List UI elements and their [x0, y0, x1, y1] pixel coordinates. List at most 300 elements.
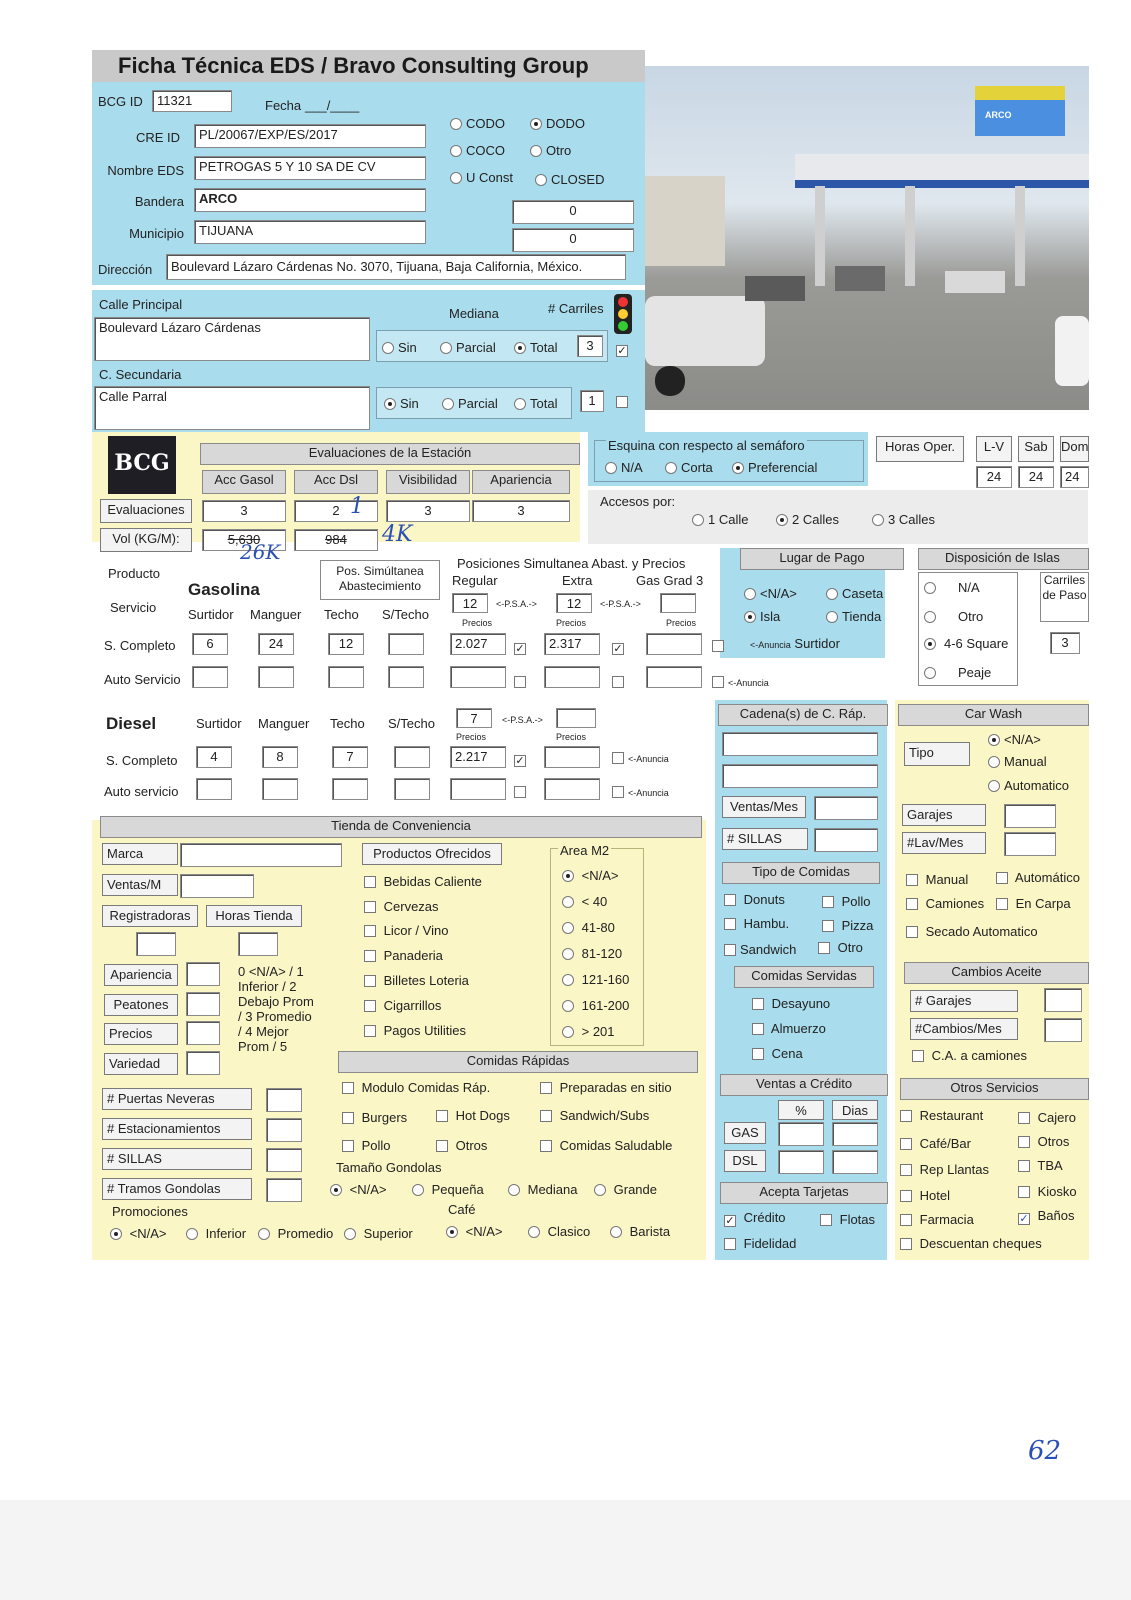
gas-as-stecho[interactable] — [388, 666, 424, 688]
esquina-corta-radio[interactable] — [665, 460, 713, 475]
area-opt-1: < 40 — [581, 894, 608, 909]
comida-pollo-check[interactable] — [822, 894, 871, 909]
pos-extra[interactable]: 12 — [556, 593, 592, 613]
gas-as-price-grade3[interactable] — [646, 666, 702, 688]
esquina-preferencial-radio[interactable] — [732, 460, 817, 475]
secundaria-total-label: Total — [530, 396, 558, 411]
serv-kiosko-check[interactable] — [1018, 1184, 1077, 1199]
dsl-pos-2[interactable] — [556, 708, 596, 728]
cafe-na-radio[interactable] — [446, 1224, 502, 1239]
pago-na-label: <N/A> — [760, 586, 797, 601]
nombre-field[interactable]: PETROGAS 5 Y 10 SA DE CV — [194, 156, 426, 180]
gas-as-extra-checkbox[interactable] — [612, 674, 628, 689]
cambios-mes-field[interactable] — [1044, 1018, 1082, 1042]
gas-sc-techo[interactable]: 12 — [328, 633, 364, 655]
bcg-id-field[interactable]: 11321 — [152, 90, 232, 112]
checkbox-square — [364, 876, 376, 888]
carwash-lav-field[interactable] — [1004, 832, 1056, 856]
eval-acc-dsl[interactable]: 2 — [294, 500, 378, 522]
dsl-precios-1: Precios — [456, 732, 487, 742]
vol-dsl[interactable]: 984 — [294, 529, 378, 551]
col-acc-dsl: Acc Dsl — [294, 470, 378, 494]
rating-variedad-field[interactable] — [186, 1051, 220, 1075]
gondola-pequena-radio[interactable] — [412, 1182, 484, 1197]
legend-line: Inferior / 2 — [238, 979, 297, 994]
gondola-grande-radio[interactable] — [594, 1182, 657, 1197]
pago-isla-radio[interactable] — [744, 609, 780, 624]
pago-caseta-radio[interactable] — [826, 586, 883, 601]
carwash-auto-radio[interactable] — [988, 778, 1069, 793]
dsl-col-techo: Techo — [330, 716, 365, 731]
secundaria-checkbox[interactable] — [616, 394, 632, 409]
dsl-as-stecho[interactable] — [394, 778, 430, 800]
promo-superior-radio[interactable] — [344, 1226, 413, 1241]
station-photo-illustration — [645, 66, 1089, 410]
serv-llantas-check[interactable] — [900, 1162, 989, 1177]
checkbox-square — [540, 1140, 552, 1152]
islas-peaje-label: Peaje — [958, 665, 992, 680]
checkbox-square — [364, 975, 376, 987]
esquina-corta-label: Corta — [681, 460, 713, 475]
type-coco-radio[interactable] — [450, 143, 505, 158]
serv-banos-check[interactable] — [1018, 1208, 1075, 1225]
cr-saludable-check[interactable] — [540, 1138, 672, 1153]
carwash-na-label: <N/A> — [1004, 732, 1041, 747]
precios-1: Precios — [462, 618, 493, 628]
area-80-radio[interactable] — [562, 920, 615, 935]
handwritten-correction: 1 — [350, 494, 364, 519]
producto-label: Producto — [108, 566, 161, 581]
checkbox-square — [724, 1238, 736, 1250]
principal-sin-label: Sin — [398, 340, 417, 355]
dsl-as-2-checkbox[interactable] — [612, 784, 669, 799]
serv-opt-5: TBA — [1037, 1158, 1063, 1173]
credito-dsl-label: DSL — [724, 1150, 766, 1172]
carwash-manual-radio[interactable] — [988, 754, 1047, 769]
area-opt-5: 161-200 — [581, 998, 630, 1013]
radio-circle — [442, 398, 454, 410]
checkbox-square — [540, 1082, 552, 1094]
checkbox-square — [436, 1110, 448, 1122]
islas-square-radio[interactable] — [924, 636, 1008, 651]
carwash-carpa-check[interactable] — [996, 896, 1071, 911]
municipio-field[interactable]: TIJUANA — [194, 220, 426, 244]
area-na-radio[interactable] — [562, 868, 618, 883]
productos-label: Productos Ofrecidos — [362, 843, 502, 865]
dsl-as-price-2[interactable] — [544, 778, 600, 800]
cr-preparadas-check[interactable] — [540, 1080, 672, 1095]
radio-circle — [514, 342, 526, 354]
horas-dom-header: Dom — [1060, 436, 1089, 462]
ventas-m-field[interactable] — [180, 874, 254, 898]
eval-acc-gasol[interactable]: 3 — [202, 500, 286, 522]
checkbox-square — [724, 918, 736, 930]
rating-precios-field[interactable] — [186, 1021, 220, 1045]
type-closed-radio[interactable] — [535, 172, 604, 187]
gas-as-price-regular[interactable] — [450, 666, 506, 688]
serv-otros-check[interactable] — [1018, 1134, 1069, 1149]
accesos-1-radio[interactable] — [692, 512, 748, 527]
cambios-garajes-field[interactable] — [1044, 988, 1082, 1012]
carwash-garajes-field[interactable] — [1004, 804, 1056, 828]
horas-tienda-field[interactable] — [238, 932, 278, 956]
calle-principal-label: Calle Principal — [99, 297, 183, 312]
calle-secundaria-label: C. Secundaria — [99, 367, 182, 382]
count-sillas-field[interactable] — [266, 1148, 302, 1172]
serv-opt-9: Baños — [1037, 1208, 1075, 1223]
credito-gas-dias[interactable] — [832, 1122, 878, 1146]
servida-almuerzo-check[interactable] — [752, 1021, 826, 1036]
carwash-secado-check[interactable] — [906, 924, 1038, 939]
gondola-mediana-radio[interactable] — [508, 1182, 578, 1197]
tarjeta-credito-check[interactable] — [724, 1210, 786, 1227]
cr-burgers-check[interactable] — [342, 1110, 407, 1125]
dsl-as-price[interactable] — [450, 778, 506, 800]
type-dodo-label: DODO — [546, 116, 585, 131]
cadena-sillas-field[interactable] — [814, 828, 878, 852]
credito-dsl-dias[interactable] — [832, 1150, 878, 1174]
area-160-radio[interactable] — [562, 972, 629, 987]
secundaria-parcial-radio[interactable] — [442, 396, 498, 411]
checkbox-square — [822, 920, 834, 932]
promo-na-radio[interactable] — [110, 1226, 166, 1241]
mediana-label: Mediana — [449, 306, 499, 321]
dsl-sc-techo[interactable]: 7 — [332, 746, 368, 768]
promo-opt-3: Superior — [363, 1226, 413, 1241]
secundaria-sin-label: Sin — [400, 396, 419, 411]
carriles-label: # Carriles — [548, 301, 604, 316]
registradoras-label: Registradoras — [102, 905, 198, 927]
principal-carriles-field[interactable]: 3 — [577, 335, 603, 357]
esquina-label: Esquina con respecto al semáforo — [608, 438, 805, 453]
islas-otro-radio[interactable] — [924, 609, 983, 624]
producto-licor-check[interactable] — [364, 923, 448, 938]
eval-visibilidad[interactable]: 3 — [386, 500, 470, 522]
dsl-price-2[interactable] — [544, 746, 600, 768]
carwash-tipo-label: Tipo — [904, 742, 970, 766]
ca-camiones-check[interactable] — [912, 1048, 1027, 1063]
tarjeta-flotas-check[interactable] — [820, 1212, 875, 1227]
gas-as-surtidor[interactable] — [192, 666, 228, 688]
comida-otro-check[interactable] — [818, 940, 863, 955]
serv-opt-3: Otros — [1037, 1134, 1070, 1149]
gas-price-grade3[interactable] — [646, 633, 702, 655]
radio-circle — [330, 1184, 342, 1196]
carwash-na-radio[interactable] — [988, 732, 1041, 747]
serv-cajero-check[interactable] — [1018, 1110, 1076, 1125]
vol-row-label: Vol (KG/M): — [100, 528, 192, 552]
checkbox-square — [1018, 1160, 1030, 1172]
islas-na-radio[interactable] — [924, 580, 980, 595]
handwritten-vol-dsl: 4K — [382, 522, 413, 547]
eval-apariencia[interactable]: 3 — [472, 500, 570, 522]
servida-desayuno-check[interactable] — [752, 996, 830, 1011]
rating-peatones-field[interactable] — [186, 992, 220, 1016]
rating-legend — [238, 964, 314, 1054]
gas-extra-checkbox[interactable] — [612, 638, 628, 655]
horas-lv-field[interactable]: 24 — [976, 466, 1012, 488]
carwash-camiones-check[interactable] — [906, 896, 984, 911]
carwash-automatico-check[interactable] — [996, 870, 1080, 885]
radio-circle — [446, 1226, 458, 1238]
area-120-radio[interactable] — [562, 946, 622, 961]
radio-circle — [562, 948, 574, 960]
credito-pct-header: % — [778, 1100, 824, 1120]
cr-modulo-check[interactable] — [342, 1080, 490, 1095]
producto-loteria-check[interactable] — [364, 973, 469, 988]
gas-col-techo: Techo — [324, 607, 359, 622]
checkbox-square — [900, 1138, 912, 1150]
carwash-auto-label: Automatico — [1004, 778, 1070, 793]
radio-circle — [744, 611, 756, 623]
producto-bebidas-check[interactable] — [364, 874, 482, 889]
principal-parcial-label: Parcial — [456, 340, 496, 355]
credito-gas-pct[interactable] — [778, 1122, 824, 1146]
evaluaciones-header: Evaluaciones de la Estación — [200, 443, 580, 465]
dsl-as-techo[interactable] — [332, 778, 368, 800]
gas-price-regular[interactable]: 2.027 — [450, 633, 506, 655]
vol-gasol[interactable]: 5,630 — [202, 529, 286, 551]
tarjeta-opt-1: Flotas — [839, 1212, 876, 1227]
gas-grade3-checkbox[interactable] — [712, 638, 728, 653]
fecha-value: ___/____ — [305, 98, 360, 113]
cambios-aceite-header: Cambios Aceite — [904, 962, 1089, 984]
cadena-field-2[interactable] — [722, 764, 878, 788]
secundaria-carriles-field[interactable]: 1 — [580, 390, 604, 412]
serv-hotel-check[interactable] — [900, 1188, 950, 1203]
scan-bottom-margin — [0, 1500, 1131, 1600]
psa-2: <-P.S.A.-> — [600, 599, 641, 609]
esquina-na-radio[interactable] — [605, 460, 643, 475]
serv-cheques-check[interactable] — [900, 1236, 1042, 1251]
calle-principal-field[interactable]: Boulevard Lázaro Cárdenas — [94, 317, 370, 361]
cafe-barista-radio[interactable] — [610, 1224, 670, 1239]
calle-secundaria-field[interactable]: Calle Parral — [94, 386, 370, 430]
numeric-field-2[interactable]: 0 — [512, 228, 634, 252]
count-puertas-field[interactable] — [266, 1088, 302, 1112]
checkbox-square — [540, 1110, 552, 1122]
gas-sc-surtidor[interactable]: 6 — [192, 633, 228, 655]
type-dodo-radio[interactable] — [530, 116, 585, 131]
producto-utilities-check[interactable] — [364, 1023, 466, 1038]
promo-promedio-radio[interactable] — [258, 1226, 333, 1241]
municipio-label: Municipio — [129, 226, 184, 241]
tienda-header: Tienda de Conveniencia — [100, 816, 702, 838]
tarjetas-header: Acepta Tarjetas — [720, 1182, 888, 1204]
type-uconst-radio[interactable] — [450, 170, 513, 185]
serv-tba-check[interactable] — [1018, 1158, 1063, 1173]
cr-otros-check[interactable] — [436, 1138, 487, 1153]
cambios-mes-label: #Cambios/Mes — [910, 1018, 1018, 1040]
islas-peaje-radio[interactable] — [924, 665, 991, 680]
bandera-field[interactable]: ARCO — [194, 188, 426, 212]
cafe-clasico-radio[interactable] — [528, 1224, 590, 1239]
promo-opt-2: Promedio — [277, 1226, 334, 1241]
horas-dom-field[interactable]: 24 — [1060, 466, 1089, 488]
dsl-as-manguer[interactable] — [262, 778, 298, 800]
radio-circle — [412, 1184, 424, 1196]
gas-as-regular-checkbox[interactable] — [514, 674, 530, 689]
radio-circle — [605, 462, 617, 474]
cr-opt-7: Comidas Saludable — [559, 1138, 673, 1153]
radio-circle — [610, 1226, 622, 1238]
serv-farmacia-check[interactable] — [900, 1212, 974, 1227]
type-closed-label: CLOSED — [551, 172, 605, 187]
type-codo-radio[interactable] — [450, 116, 505, 131]
dsl-as-surtidor[interactable] — [196, 778, 232, 800]
legend-line: / 4 Mejor — [238, 1024, 289, 1039]
checkmark-icon: ✓ — [617, 345, 627, 357]
rating-peatones-label: Peatones — [104, 994, 178, 1016]
principal-total-radio[interactable] — [514, 340, 557, 355]
cambios-garajes-label: # Garajes — [910, 990, 1018, 1012]
cr-sandwich-check[interactable] — [540, 1108, 649, 1123]
form-title: Ficha Técnica EDS / Bravo Consulting Group — [92, 50, 645, 82]
dsl-sc-stecho[interactable] — [394, 746, 430, 768]
dsl-price[interactable]: 2.217 — [450, 746, 506, 768]
radio-circle — [988, 734, 1000, 746]
rating-apariencia-field[interactable] — [186, 962, 220, 986]
radio-circle — [530, 118, 542, 130]
cr-pollo-check[interactable] — [342, 1138, 391, 1153]
accesos-3-radio[interactable] — [872, 512, 935, 527]
promo-inferior-radio[interactable] — [186, 1226, 246, 1241]
credito-dsl-pct[interactable] — [778, 1150, 824, 1174]
legend-line: Prom / 5 — [238, 1039, 288, 1054]
count-estacionamientos-label: # Estacionamientos — [102, 1118, 252, 1140]
diesel-title: Diesel — [106, 714, 157, 733]
radio-circle — [382, 342, 394, 354]
radio-circle — [988, 780, 1000, 792]
gas-regular-checkbox[interactable] — [514, 638, 530, 655]
gondola-na-radio[interactable] — [330, 1182, 386, 1197]
comida-hambu-check[interactable] — [724, 916, 789, 931]
radio-circle — [826, 588, 838, 600]
area-opt-0: <N/A> — [581, 868, 619, 883]
radio-circle — [508, 1184, 520, 1196]
cw-check-secado: Secado Automatico — [925, 924, 1038, 939]
pos-grade3[interactable] — [660, 593, 696, 613]
pago-surtidor-radio[interactable] — [750, 636, 840, 651]
secundaria-total-radio[interactable] — [514, 396, 557, 411]
producto-label-5: Cigarrillos — [383, 998, 442, 1013]
checkbox-square — [752, 998, 764, 1010]
gas-price-extra[interactable]: 2.317 — [544, 633, 600, 655]
checkbox-square — [612, 676, 624, 688]
dsl-anuncia-2: <-Anuncia — [628, 788, 669, 798]
area-201-radio[interactable] — [562, 1024, 615, 1039]
principal-total-label: Total — [530, 340, 558, 355]
carwash-lav-label: #Lav/Mes — [902, 832, 986, 854]
radio-circle — [594, 1184, 606, 1196]
servida-cena-check[interactable] — [752, 1046, 803, 1061]
servida-opt-2: Cena — [771, 1046, 803, 1061]
horas-sab-field[interactable]: 24 — [1018, 466, 1054, 488]
horas-sab-header: Sab — [1018, 436, 1054, 462]
comida-donuts-check[interactable] — [724, 892, 785, 907]
carwash-manual-check[interactable] — [906, 872, 968, 887]
radio-circle — [440, 342, 452, 354]
cadena-ventas-field[interactable] — [814, 796, 878, 820]
carriles-paso-field[interactable]: 3 — [1050, 632, 1080, 654]
tarjeta-fidelidad-check[interactable] — [724, 1236, 796, 1251]
area-opt-3: 81-120 — [581, 946, 623, 961]
producto-cigarrillos-check[interactable] — [364, 998, 441, 1013]
dsl-col-stecho: S/Techo — [388, 716, 435, 731]
registradoras-field[interactable] — [136, 932, 176, 956]
type-otro-radio[interactable] — [530, 143, 571, 158]
dsl-as-checkbox[interactable] — [514, 784, 530, 799]
fecha-label: Fecha — [265, 98, 302, 113]
comida-opt-5: Otro — [837, 940, 863, 955]
dsl-sc-manguer[interactable]: 8 — [262, 746, 298, 768]
gas-sc-stecho[interactable] — [388, 633, 424, 655]
pago-tienda-radio[interactable] — [826, 609, 881, 624]
comida-sandwich-check[interactable] — [724, 942, 796, 957]
secundaria-sin-radio[interactable] — [384, 396, 419, 411]
principal-checkbox[interactable] — [616, 340, 632, 357]
count-estacionamientos-field[interactable] — [266, 1118, 302, 1142]
comida-pizza-check[interactable] — [822, 918, 873, 933]
gas-sc-manguer[interactable]: 24 — [258, 633, 294, 655]
dsl-pos[interactable]: 7 — [456, 708, 492, 728]
checkbox-square — [724, 894, 736, 906]
serv-restaurant-check[interactable] — [900, 1108, 983, 1123]
gas-as-price-extra[interactable] — [544, 666, 600, 688]
radio-circle — [924, 667, 936, 679]
pos-regular[interactable]: 12 — [452, 593, 488, 613]
cw-check-automatico: Automático — [1014, 870, 1080, 885]
marca-label: Marca — [102, 843, 178, 865]
cre-id-field[interactable]: PL/20067/EXP/ES/2017 — [194, 124, 426, 148]
pago-tienda-label: Tienda — [842, 609, 882, 624]
principal-parcial-radio[interactable] — [440, 340, 496, 355]
checkbox-square — [822, 896, 834, 908]
dsl-sc-surtidor[interactable]: 4 — [196, 746, 232, 768]
cr-opt-6: Otros — [455, 1138, 488, 1153]
islas-na-label: N/A — [958, 580, 980, 595]
dsl-anuncia-1: <-Anuncia — [628, 754, 669, 764]
serv-cafebar-check[interactable] — [900, 1136, 971, 1151]
dsl-price-2-checkbox[interactable] — [612, 750, 669, 765]
count-gondolas-field[interactable] — [266, 1178, 302, 1202]
accesos-2-radio[interactable] — [776, 512, 839, 527]
direccion-field[interactable]: Boulevard Lázaro Cárdenas No. 3070, Tijuana, Baja California, México. — [166, 254, 626, 280]
handwritten-vol-gasol: 26K — [240, 540, 281, 564]
gas-as-manguer[interactable] — [258, 666, 294, 688]
cadena-field-1[interactable] — [722, 732, 878, 756]
credito-gas-label: GAS — [724, 1122, 766, 1144]
checkbox-square — [364, 1000, 376, 1012]
numeric-field-1[interactable]: 0 — [512, 200, 634, 224]
producto-panaderia-check[interactable] — [364, 948, 443, 963]
rating-apariencia-label: Apariencia — [104, 964, 178, 986]
pago-na-radio[interactable] — [744, 586, 797, 601]
dsl-price-checkbox[interactable] — [514, 750, 530, 767]
area-200-radio[interactable] — [562, 998, 629, 1013]
direccion-label: Dirección — [98, 262, 153, 277]
producto-cervezas-check[interactable] — [364, 899, 439, 914]
gas-as-grade3-checkbox[interactable] — [712, 674, 769, 689]
area-40-radio[interactable] — [562, 894, 607, 909]
gas-as-techo[interactable] — [328, 666, 364, 688]
producto-label-0: Bebidas Caliente — [383, 874, 482, 889]
marca-field[interactable] — [180, 843, 342, 867]
principal-sin-radio[interactable] — [382, 340, 417, 355]
count-puertas-label: # Puertas Neveras — [102, 1088, 252, 1110]
cr-hotdogs-check[interactable] — [436, 1108, 510, 1123]
cafe-label: Café — [448, 1202, 476, 1217]
